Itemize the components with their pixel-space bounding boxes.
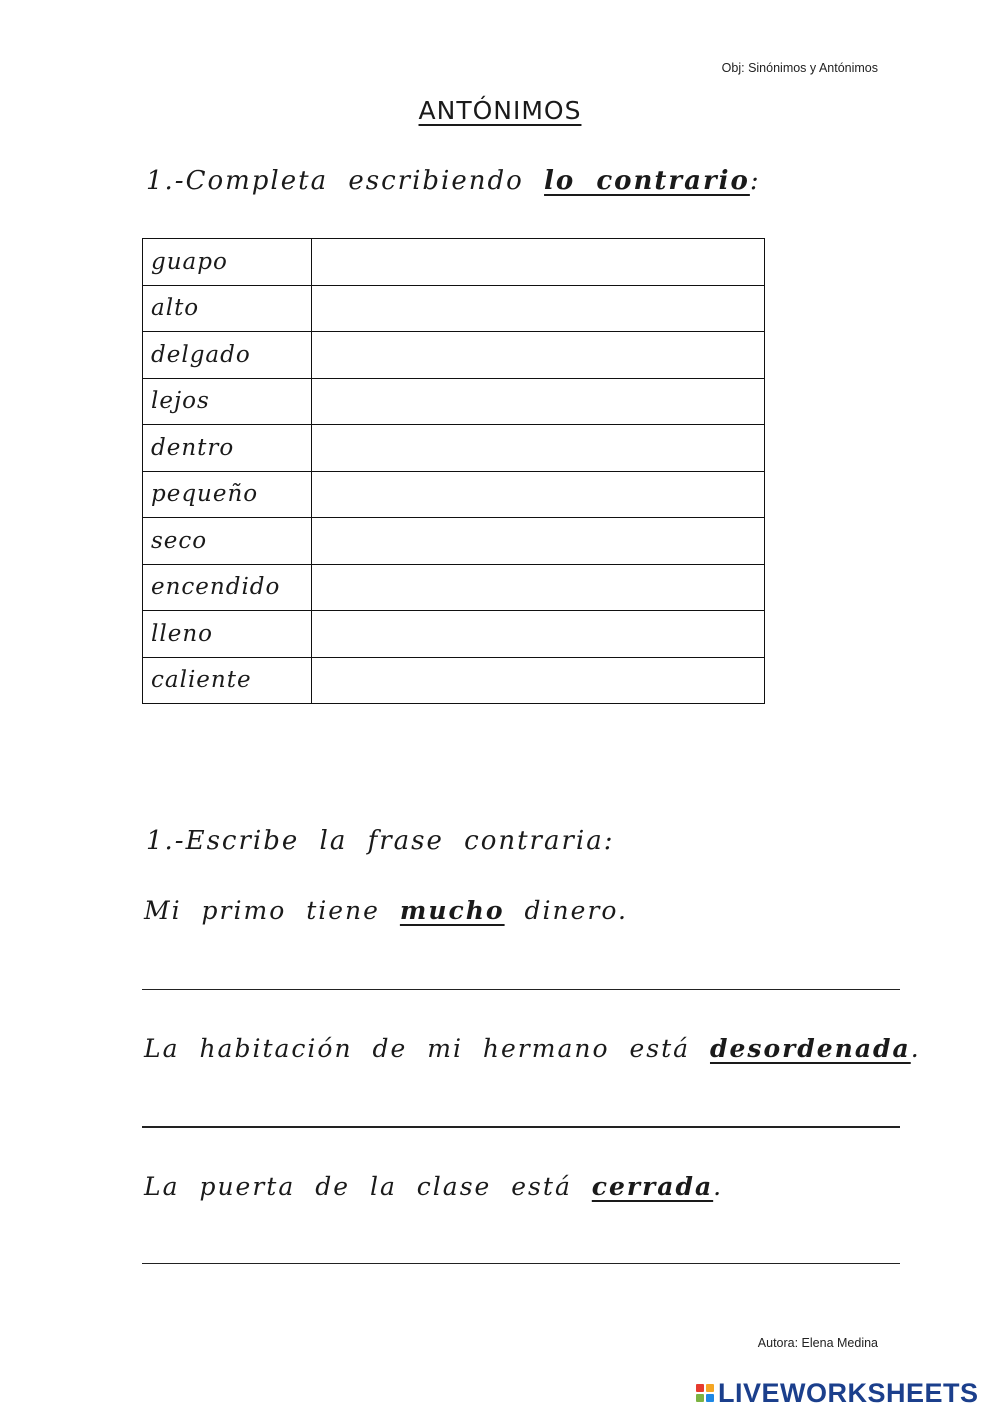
answer-cell (312, 425, 765, 472)
answer-line-3 (142, 1263, 900, 1264)
word-cell: dentro (143, 425, 312, 472)
word-cell: guapo (143, 239, 312, 286)
sentence-3-keyword: cerrada (591, 1172, 714, 1201)
sentence-3-answer-input[interactable] (142, 1226, 904, 1264)
answer-cell (312, 564, 765, 611)
table-row (143, 657, 765, 704)
table-row (143, 564, 765, 611)
word-cell: alto (143, 285, 312, 332)
sentence-1-after: dinero. (524, 896, 628, 925)
liveworksheets-logo[interactable] (696, 1378, 979, 1408)
exercise2-instruction: 1.-Escribe la frase contraria: (146, 826, 615, 856)
word-cell: lejos (143, 378, 312, 425)
exercise1-emphasis: lo contrario (544, 166, 750, 196)
sentence-1 (144, 896, 628, 925)
exercise1-suffix: : (749, 166, 761, 196)
table-row (143, 518, 765, 565)
sentence-2 (144, 1034, 921, 1063)
antonym-input[interactable] (320, 378, 760, 426)
exercise1-instruction (146, 166, 761, 196)
logo-square-1 (696, 1384, 704, 1392)
table-row (143, 332, 765, 379)
answer-cell (312, 285, 765, 332)
liveworksheets-brand-text: LIVEWORKSHEETS (718, 1377, 979, 1408)
antonym-input[interactable] (320, 238, 760, 286)
answer-cell (312, 332, 765, 379)
page-title (0, 96, 1000, 125)
antonyms-table (142, 238, 765, 704)
answer-cell (312, 471, 765, 518)
sentence-3-before: La puerta de la clase está (144, 1172, 572, 1201)
logo-square-4 (706, 1394, 714, 1402)
answer-cell (312, 518, 765, 565)
antonym-input[interactable] (320, 471, 760, 519)
table-row (143, 378, 765, 425)
sentence-3-after: . (713, 1172, 724, 1201)
sentence-1-answer-input[interactable] (142, 952, 904, 990)
answer-line-2 (142, 1126, 900, 1128)
antonym-input[interactable] (320, 331, 760, 379)
logo-square-3 (696, 1394, 704, 1402)
antonym-input[interactable] (320, 564, 760, 612)
answer-cell (312, 611, 765, 658)
word-cell: delgado (143, 332, 312, 379)
antonym-input[interactable] (320, 517, 760, 565)
antonym-input[interactable] (320, 285, 760, 333)
word-cell: lleno (143, 611, 312, 658)
table-row (143, 611, 765, 658)
exercise1-prefix: 1.-Completa escribiendo (146, 166, 524, 196)
table-row (143, 285, 765, 332)
answer-cell (312, 657, 765, 704)
table-row (143, 471, 765, 518)
sentence-2-before: La habitación de mi hermano está (144, 1034, 691, 1063)
answer-cell (312, 378, 765, 425)
table-row (143, 239, 765, 286)
sentence-2-answer-input[interactable] (142, 1089, 904, 1127)
antonym-input[interactable] (320, 424, 760, 472)
sentence-3 (144, 1172, 723, 1201)
word-cell: pequeño (143, 471, 312, 518)
sentence-1-keyword: mucho (399, 896, 505, 925)
liveworksheets-icon (696, 1384, 714, 1402)
answer-cell (312, 239, 765, 286)
sentence-1-before: Mi primo tiene (144, 896, 380, 925)
sentence-2-keyword: desordenada (709, 1034, 911, 1063)
antonym-input[interactable] (320, 657, 760, 705)
antonym-input[interactable] (320, 610, 760, 658)
word-cell: encendido (143, 564, 312, 611)
objective-label: Obj: Sinónimos y Antónimos (721, 61, 878, 75)
logo-square-2 (706, 1384, 714, 1392)
answer-line-1 (142, 989, 900, 990)
word-cell: caliente (143, 657, 312, 704)
sentence-2-after: . (910, 1034, 921, 1063)
word-cell: seco (143, 518, 312, 565)
table-row (143, 425, 765, 472)
page-title-text: ANTÓNIMOS (418, 96, 582, 125)
author-label: Autora: Elena Medina (757, 1336, 878, 1350)
